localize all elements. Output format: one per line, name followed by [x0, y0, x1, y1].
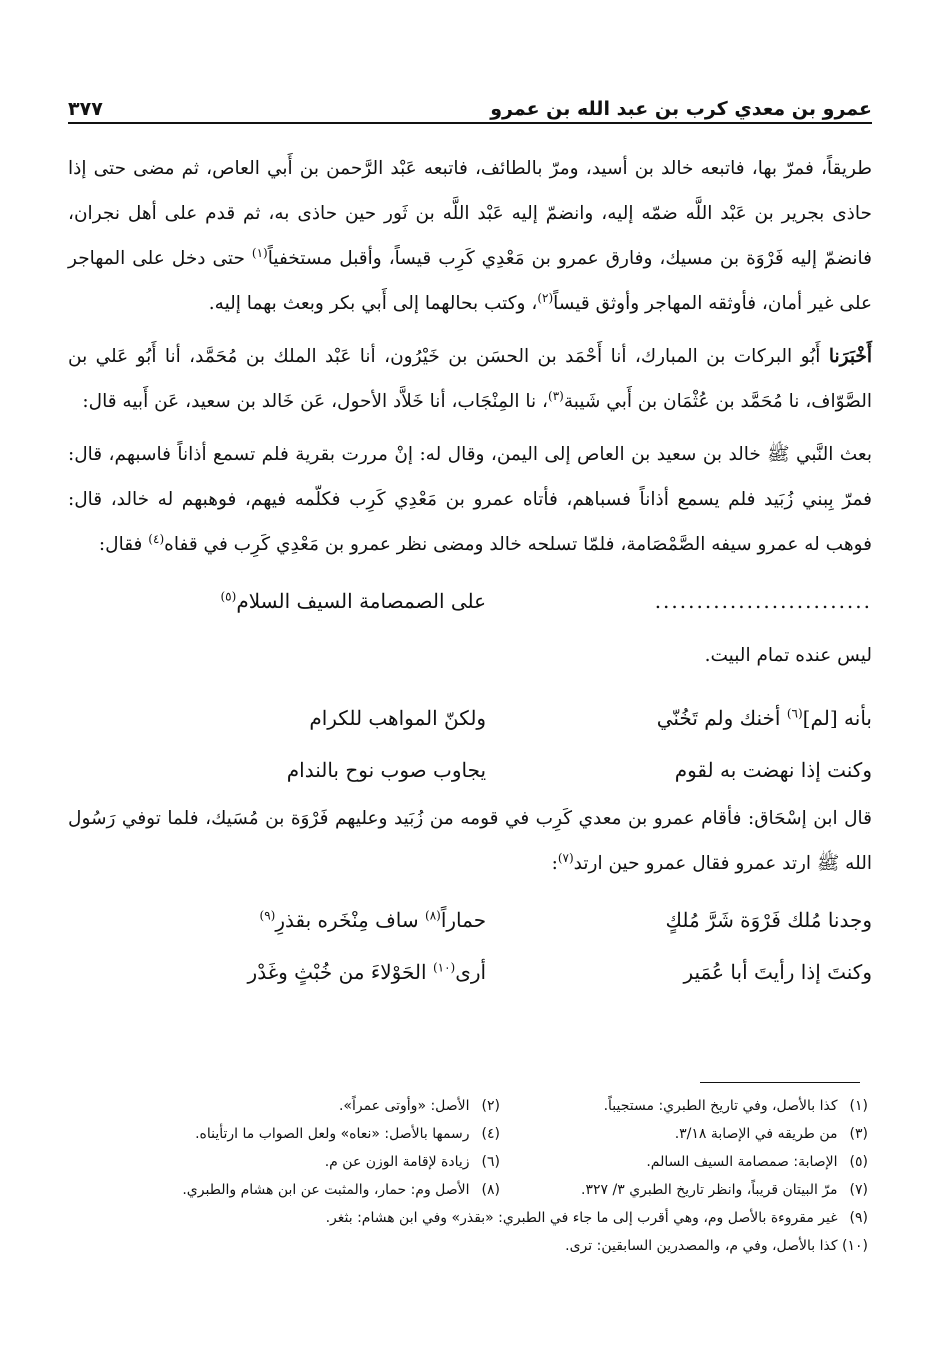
- footnote-row: [68, 1120, 868, 1148]
- footnote-number: (٢): [481, 1098, 500, 1114]
- verse-5-text-b: الحَوْلاءَ من خُبْثٍ وغَدْر: [247, 960, 433, 984]
- footnote-row: [68, 1092, 868, 1120]
- header-rule: [68, 122, 872, 124]
- incomplete-verse-note: ليس عنده تمام البيت.: [704, 645, 872, 666]
- verse-5-hemistich-2: [68, 946, 486, 998]
- paragraph-4-text: قال ابن إسْحَاق: فأقام عمرو بن معدي كَرِب في قومه من زُبَيد وعليهم فَرْوَة بن مُسَيك، فلما توفي رَسُول الله ﷺ ارتد عمرو فقال عمرو حين ارتد: [68, 808, 872, 874]
- paragraph-3-text-b: فقال:: [98, 534, 149, 555]
- footnote-10: [68, 1232, 868, 1260]
- footnote-row: [68, 1176, 868, 1204]
- verse-4-hemistich-1: وجدنا مُلك فَرْوَة شَرَّ مُلكٍ: [665, 908, 872, 932]
- paragraph-1-text: طريقاً، فمرّ بها، فاتبعه خالد بن أسيد، ومرّ بالطائف، فاتبعه عَبْد الرَّحمن بن أَبي العاص، ثم مضى حتى إذا حاذى بجرير بن عَبْد اللَّه ضمّه إليه، وانضمّ إليه عَبْد اللَّه بن ثَور حين حاذى به، ثم قدم على أهل نجران، فانضمّ إليه فَرْوَة بن مسيك، وفارق عمرو بن مَعْدِي كَرِب قيساً، وأقبل مستخفياً: [68, 158, 872, 269]
- footnote-text: غير مقروءة بالأصل وم، وهي أقرب إلى ما جاء في الطبري: «بقذر» وفي ابن هشام: بثغر.: [325, 1210, 838, 1226]
- main-text: [68, 146, 872, 998]
- verse-4-text-a: حماراً: [440, 908, 487, 932]
- running-head-title: عمرو بن معدي كرب بن عبد الله بن عمرو: [490, 98, 872, 120]
- footnote-number: (٦): [481, 1154, 500, 1170]
- verse-line-5: [68, 946, 872, 998]
- footnote-1: [500, 1092, 868, 1120]
- footnote-3: [500, 1120, 868, 1148]
- paragraph-4: [68, 796, 872, 886]
- verse-5-text-a: أرى: [455, 960, 487, 984]
- verse-line-4: [68, 894, 872, 946]
- footnote-ref-8: (٨): [425, 908, 441, 923]
- paragraph-4-text-b: :: [551, 853, 558, 874]
- footnote-ref-7: (٧): [557, 850, 574, 865]
- footnote-4: [68, 1120, 500, 1148]
- footnote-text: رسمها بالأصل: «نعاه» ولعل الصواب ما ارتأيناه.: [195, 1126, 470, 1142]
- footnote-6: [68, 1148, 500, 1176]
- verse-2-text-a: بأنه [لم]: [802, 706, 872, 730]
- footnote-7: [500, 1176, 868, 1204]
- verse-5-hemistich-1: وكنتَ إذا رأيتَ أبا عُمَير: [683, 960, 872, 984]
- footnote-ref-1: (١): [251, 245, 268, 260]
- paragraph-3-text: بعث النَّبي ﷺ خالد بن سعيد بن العاص إلى اليمن، وقال له: إنْ مررت بقرية فلم تسمع أذاناً فاسبهم، قال: فمرّ بِبني زُبَيد فلم يسمع أذاناً فسباهم، فأتاه عمرو بن مَعْدِي كَرِب فكلّمه فيهم، فوهبهم له خالد، قال: فوهب له عمرو سيفه الصَّمْصَامة، فلمّا تسلحه خالد ومضى نظر عمرو بن مَعْدِي كَرِب في قفاه: [68, 444, 872, 555]
- footnote-text: كذا بالأصل، وفي م، والمصدرين السابقين: ترى.: [565, 1238, 838, 1254]
- footnotes: [68, 1092, 868, 1260]
- footnote-number: (٤): [481, 1126, 500, 1142]
- verse-4-hemistich-2: [68, 894, 486, 946]
- verse-line-1: [68, 575, 872, 627]
- footnote-ref-6: (٦): [786, 706, 803, 721]
- footnote-ref-5: (٥): [220, 589, 237, 604]
- footnote-number: (١): [849, 1098, 868, 1114]
- footnote-ref-10: (١٠): [432, 960, 456, 975]
- page-number: ٣٧٧: [68, 98, 103, 120]
- paragraph-1-text-c: ، وكتب بحالهما إلى أَبي بكر وبعث بهما إليه.: [208, 293, 538, 314]
- footnote-ref-9: (٩): [259, 908, 276, 923]
- footnote-text: الأصل: «وأوتى عمراً».: [338, 1098, 470, 1114]
- verse-2-hemistich-1: [518, 692, 872, 744]
- footnote-text: من طريقه في الإصابة ٣/١٨.: [674, 1126, 838, 1142]
- footnote-text: الإصابة: صمصامة السيف السالم.: [646, 1154, 838, 1170]
- footnote-2: [68, 1092, 500, 1120]
- verse-2-hemistich-2: ولكنّ المواهب للكرام: [309, 706, 487, 730]
- verse-1-hemistich-1: [518, 575, 872, 627]
- footnote-number: (٣): [849, 1126, 868, 1142]
- footnote-text: زيادة لإقامة الوزن عن م.: [324, 1154, 470, 1170]
- verse-4-text-b: ساف مِنْخَره بقذرِ: [275, 908, 426, 932]
- footnote-number: (٧): [849, 1182, 868, 1198]
- footnote-8: [68, 1176, 500, 1204]
- footnote-text: كذا بالأصل، وفي تاريخ الطبري: مستجيباً.: [603, 1098, 838, 1114]
- running-head: [68, 86, 872, 120]
- verse-line-3: [68, 744, 872, 796]
- footnote-text: الأصل وم: حمار، والمثبت عن ابن هشام والطبري.: [182, 1182, 470, 1198]
- footnote-ref-3: (٣): [548, 388, 564, 403]
- footnote-number: (٨): [481, 1182, 500, 1198]
- footnote-text: مرّ البيتان قريباً، وانظر تاريخ الطبري ٣/ ٣٢٧.: [581, 1182, 838, 1198]
- footnote-number: (٩): [849, 1210, 868, 1226]
- footnote-ref-4: (٤): [148, 531, 165, 546]
- footnote-9: [68, 1204, 868, 1232]
- footnote-5: [500, 1148, 868, 1176]
- paragraph-2-text: أَبُو البركات بن المبارك، أنا أَحْمَد بن الحسَن بن خَيْرُون، أنا عَبْد الملك بن مُحَمَّد، أنا أَبُو عَلي بن الصَّوّاف، نا مُحَمَّد بن عُثْمَان بن أَبي شَيبة: [68, 346, 872, 412]
- isnad-intro: أَخْبَرَنا: [828, 346, 872, 367]
- paragraph-3: [68, 432, 872, 567]
- paragraph-1: [68, 146, 872, 326]
- paragraph-2-text-b: ، نا المِنْجَاب، أنا خَلاَّد الأحول، عَن خَالد بن سعيد، عَن أَبيه قال:: [82, 391, 548, 412]
- verse-1-text: على الصمصامة السيف السلام: [236, 589, 487, 613]
- verse-3-hemistich-1: وكنت إذا نهضت به لقوم: [674, 758, 872, 782]
- footnote-number: (١٠): [842, 1238, 868, 1254]
- paragraph-1-text-b: حتى دخل على المهاجر على غير أمان، فأوثقه المهاجر وأوثق قيساً: [68, 248, 872, 314]
- footnote-number: (٥): [849, 1154, 868, 1170]
- verse-1-hemistich-2: [68, 575, 486, 627]
- ellipsis-dots: ..........................: [654, 589, 872, 613]
- footnote-ref-2: (٢): [537, 290, 554, 305]
- verse-2-text-b: أخنك ولم تَخُنّي: [656, 706, 787, 730]
- footnote-separator: [700, 1082, 860, 1083]
- verse-line-2: [68, 692, 872, 744]
- footnote-row: [68, 1148, 868, 1176]
- verse-3-hemistich-2: يجاوب صوب نوح بالندام: [286, 758, 487, 782]
- paragraph-2-isnad: [68, 334, 872, 424]
